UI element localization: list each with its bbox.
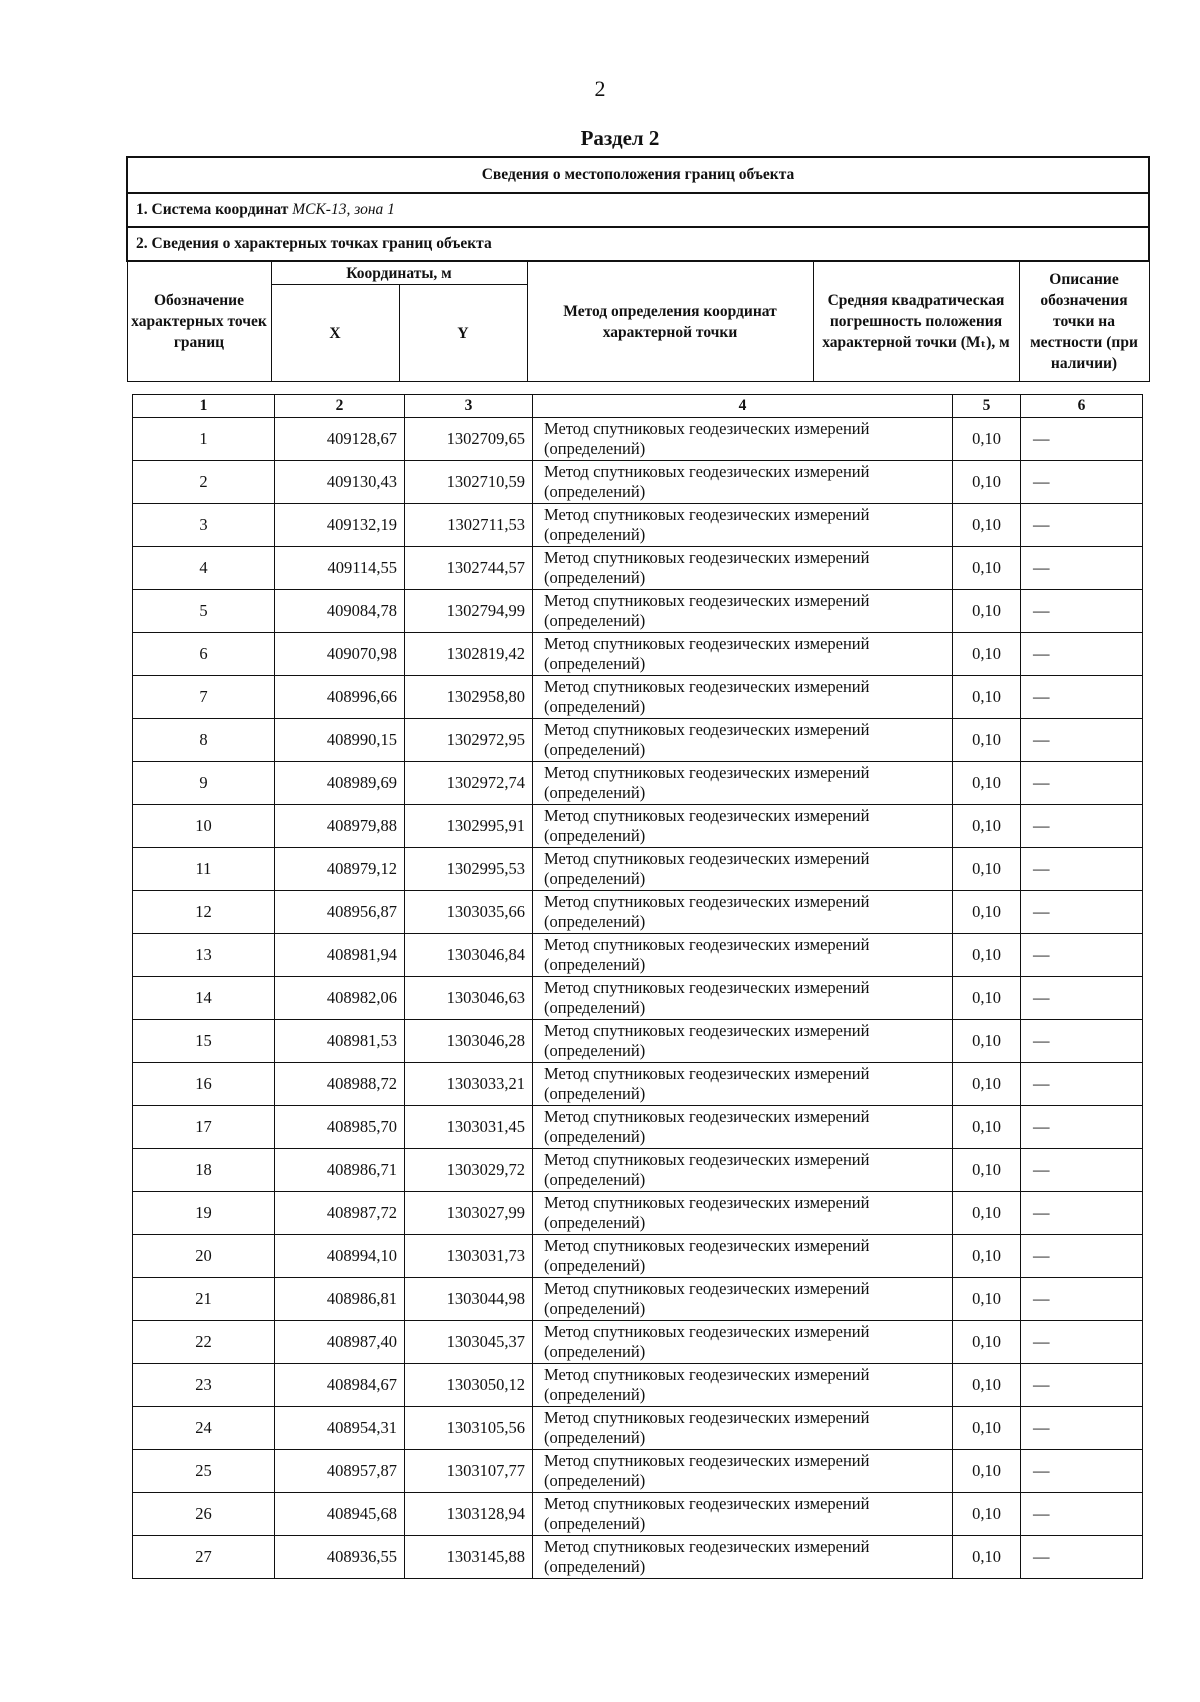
table-row: [133, 418, 1143, 461]
coord-x: 408956,87: [275, 891, 405, 934]
point-number: 14: [133, 977, 275, 1020]
method-cell: Метод спутниковых геодезических измерений (определений): [533, 1450, 953, 1493]
table-row: [133, 1536, 1143, 1579]
coord-x: 409084,78: [275, 590, 405, 633]
coord-y: 1303128,94: [405, 1493, 533, 1536]
coord-x: 408988,72: [275, 1063, 405, 1106]
point-number: 24: [133, 1407, 275, 1450]
table-row: [133, 805, 1143, 848]
coord-y: 1303046,28: [405, 1020, 533, 1063]
error-cell: 0,10: [953, 676, 1021, 719]
error-cell: 0,10: [953, 891, 1021, 934]
method-cell: Метод спутниковых геодезических измерений (определений): [533, 676, 953, 719]
description-cell: —: [1021, 934, 1143, 977]
column-number: 3: [405, 395, 533, 418]
method-cell: Метод спутниковых геодезических измерений (определений): [533, 1063, 953, 1106]
point-number: 2: [133, 461, 275, 504]
error-cell: 0,10: [953, 418, 1021, 461]
column-number: 1: [133, 395, 275, 418]
method-cell: Метод спутниковых геодезических измерений (определений): [533, 1493, 953, 1536]
error-cell: 0,10: [953, 977, 1021, 1020]
point-number: 17: [133, 1106, 275, 1149]
description-cell: —: [1021, 461, 1143, 504]
points-table: [132, 394, 1143, 1579]
method-cell: Метод спутниковых геодезических измерений (определений): [533, 1536, 953, 1579]
table-row: [133, 676, 1143, 719]
method-cell: Метод спутниковых геодезических измерений (определений): [533, 1020, 953, 1063]
description-cell: —: [1021, 719, 1143, 762]
description-cell: —: [1021, 418, 1143, 461]
col-header-method: Метод определения координат характерной точки: [527, 261, 813, 382]
table-row: [133, 1106, 1143, 1149]
method-cell: Метод спутниковых геодезических измерений (определений): [533, 1106, 953, 1149]
point-number: 12: [133, 891, 275, 934]
error-cell: 0,10: [953, 1106, 1021, 1149]
method-cell: Метод спутниковых геодезических измерений (определений): [533, 1407, 953, 1450]
point-number: 20: [133, 1235, 275, 1278]
point-number: 7: [133, 676, 275, 719]
table-row: [133, 762, 1143, 805]
description-cell: —: [1021, 1364, 1143, 1407]
error-cell: 0,10: [953, 1321, 1021, 1364]
point-number: 25: [133, 1450, 275, 1493]
description-cell: —: [1021, 1493, 1143, 1536]
error-cell: 0,10: [953, 1450, 1021, 1493]
table-caption: Сведения о местоположения границ объекта: [127, 157, 1149, 193]
coord-x: 408986,71: [275, 1149, 405, 1192]
table-row: [133, 590, 1143, 633]
column-number: 5: [953, 395, 1021, 418]
coord-y: 1303107,77: [405, 1450, 533, 1493]
table-row: [133, 1407, 1143, 1450]
coord-y: 1302995,91: [405, 805, 533, 848]
method-cell: Метод спутниковых геодезических измерений (определений): [533, 805, 953, 848]
description-cell: —: [1021, 805, 1143, 848]
description-cell: —: [1021, 1407, 1143, 1450]
point-number: 19: [133, 1192, 275, 1235]
table-row: [133, 848, 1143, 891]
table-row: [133, 934, 1143, 977]
method-cell: Метод спутниковых геодезических измерений (определений): [533, 418, 953, 461]
coord-x: 408987,72: [275, 1192, 405, 1235]
col-header-coordinates: Координаты, м: [271, 261, 527, 285]
coord-x: 408957,87: [275, 1450, 405, 1493]
coord-x: 408945,68: [275, 1493, 405, 1536]
coord-y: 1303029,72: [405, 1149, 533, 1192]
error-cell: 0,10: [953, 1536, 1021, 1579]
table-row: [133, 1235, 1143, 1278]
error-cell: 0,10: [953, 1020, 1021, 1063]
method-cell: Метод спутниковых геодезических измерений (определений): [533, 1192, 953, 1235]
coord-x: 409128,67: [275, 418, 405, 461]
point-number: 6: [133, 633, 275, 676]
point-number: 23: [133, 1364, 275, 1407]
error-cell: 0,10: [953, 461, 1021, 504]
point-number: 13: [133, 934, 275, 977]
column-number: 2: [275, 395, 405, 418]
coord-x: 408990,15: [275, 719, 405, 762]
coord-y: 1303044,98: [405, 1278, 533, 1321]
coord-x: 408936,55: [275, 1536, 405, 1579]
error-cell: 0,10: [953, 1278, 1021, 1321]
table-row: [133, 719, 1143, 762]
table-row: [133, 1278, 1143, 1321]
coord-x: 409114,55: [275, 547, 405, 590]
coord-y: 1303046,84: [405, 934, 533, 977]
coord-y: 1303105,56: [405, 1407, 533, 1450]
col-header-error: Средняя квадратическая погрешность положения характерной точки (Mₜ), м: [813, 261, 1019, 382]
coord-y: 1303050,12: [405, 1364, 533, 1407]
description-cell: —: [1021, 1192, 1143, 1235]
method-cell: Метод спутниковых геодезических измерений (определений): [533, 1321, 953, 1364]
coord-x: 408989,69: [275, 762, 405, 805]
description-cell: —: [1021, 1278, 1143, 1321]
coord-x: 408981,94: [275, 934, 405, 977]
description-cell: —: [1021, 590, 1143, 633]
coord-y: 1303031,45: [405, 1106, 533, 1149]
point-number: 4: [133, 547, 275, 590]
section-title: Раздел 2: [580, 126, 660, 150]
coord-y: 1302819,42: [405, 633, 533, 676]
description-cell: —: [1021, 1106, 1143, 1149]
coord-x: 409130,43: [275, 461, 405, 504]
description-cell: —: [1021, 633, 1143, 676]
coord-y: 1302972,95: [405, 719, 533, 762]
coord-y: 1302958,80: [405, 676, 533, 719]
error-cell: 0,10: [953, 1407, 1021, 1450]
error-cell: 0,10: [953, 1149, 1021, 1192]
point-number: 1: [133, 418, 275, 461]
table-row: [133, 633, 1143, 676]
description-cell: —: [1021, 504, 1143, 547]
error-cell: 0,10: [953, 1364, 1021, 1407]
coord-x: 408985,70: [275, 1106, 405, 1149]
point-number: 10: [133, 805, 275, 848]
method-cell: Метод спутниковых геодезических измерений (определений): [533, 1364, 953, 1407]
coord-y: 1303027,99: [405, 1192, 533, 1235]
error-cell: 0,10: [953, 1235, 1021, 1278]
coord-x: 408981,53: [275, 1020, 405, 1063]
method-cell: Метод спутниковых геодезических измерений (определений): [533, 547, 953, 590]
point-number: 27: [133, 1536, 275, 1579]
coord-y: 1302711,53: [405, 504, 533, 547]
coord-x: 408979,88: [275, 805, 405, 848]
coord-x: 408996,66: [275, 676, 405, 719]
description-cell: —: [1021, 1235, 1143, 1278]
coord-system-value: МСК-13, зона 1: [292, 201, 395, 218]
method-cell: Метод спутниковых геодезических измерений (определений): [533, 461, 953, 504]
coord-y: 1302972,74: [405, 762, 533, 805]
error-cell: 0,10: [953, 805, 1021, 848]
error-cell: 0,10: [953, 1493, 1021, 1536]
point-number: 5: [133, 590, 275, 633]
point-number: 26: [133, 1493, 275, 1536]
method-cell: Метод спутниковых геодезических измерений (определений): [533, 1278, 953, 1321]
description-cell: —: [1021, 1063, 1143, 1106]
error-cell: 0,10: [953, 719, 1021, 762]
coord-y: 1303046,63: [405, 977, 533, 1020]
table-row: [133, 1493, 1143, 1536]
method-cell: Метод спутниковых геодезических измерений (определений): [533, 848, 953, 891]
boundary-info-header: [126, 156, 1150, 382]
description-cell: —: [1021, 547, 1143, 590]
description-cell: —: [1021, 676, 1143, 719]
error-cell: 0,10: [953, 1192, 1021, 1235]
col-header-y: Y: [399, 285, 527, 382]
coord-y: 1303033,21: [405, 1063, 533, 1106]
points-section-title: 2. Сведения о характерных точках границ объекта: [127, 227, 1149, 261]
point-number: 9: [133, 762, 275, 805]
coord-x: 408982,06: [275, 977, 405, 1020]
method-cell: Метод спутниковых геодезических измерений (определений): [533, 762, 953, 805]
method-cell: Метод спутниковых геодезических измерений (определений): [533, 891, 953, 934]
coord-y: 1303031,73: [405, 1235, 533, 1278]
table-row: [133, 1192, 1143, 1235]
error-cell: 0,10: [953, 633, 1021, 676]
coord-x: 408954,31: [275, 1407, 405, 1450]
error-cell: 0,10: [953, 504, 1021, 547]
method-cell: Метод спутниковых геодезических измерений (определений): [533, 1149, 953, 1192]
error-cell: 0,10: [953, 547, 1021, 590]
point-number: 18: [133, 1149, 275, 1192]
table-row: [133, 891, 1143, 934]
coord-y: 1303145,88: [405, 1536, 533, 1579]
method-cell: Метод спутниковых геодезических измерений (определений): [533, 633, 953, 676]
point-number: 15: [133, 1020, 275, 1063]
coord-y: 1303035,66: [405, 891, 533, 934]
table-row: [133, 1063, 1143, 1106]
error-cell: 0,10: [953, 762, 1021, 805]
description-cell: —: [1021, 1149, 1143, 1192]
description-cell: —: [1021, 1020, 1143, 1063]
description-cell: —: [1021, 891, 1143, 934]
method-cell: Метод спутниковых геодезических измерений (определений): [533, 590, 953, 633]
error-cell: 0,10: [953, 1063, 1021, 1106]
error-cell: 0,10: [953, 590, 1021, 633]
point-number: 3: [133, 504, 275, 547]
column-number-row: [133, 395, 1143, 418]
column-number: 4: [533, 395, 953, 418]
table-row: [133, 1321, 1143, 1364]
coord-x: 408984,67: [275, 1364, 405, 1407]
table-row: [133, 1364, 1143, 1407]
error-cell: 0,10: [953, 934, 1021, 977]
coord-y: 1302744,57: [405, 547, 533, 590]
coord-x: 408986,81: [275, 1278, 405, 1321]
column-number: 6: [1021, 395, 1143, 418]
table-row: [133, 1450, 1143, 1493]
method-cell: Метод спутниковых геодезических измерений (определений): [533, 977, 953, 1020]
description-cell: —: [1021, 1536, 1143, 1579]
col-header-designation: Обозначение характерных точек границ: [127, 261, 271, 382]
coord-y: 1302995,53: [405, 848, 533, 891]
coord-x: 408994,10: [275, 1235, 405, 1278]
coord-y: 1303045,37: [405, 1321, 533, 1364]
description-cell: —: [1021, 1450, 1143, 1493]
page-number: 2: [594, 76, 606, 101]
point-number: 16: [133, 1063, 275, 1106]
point-number: 21: [133, 1278, 275, 1321]
col-header-description: Описание обозначения точки на местности (при наличии): [1019, 261, 1149, 382]
description-cell: —: [1021, 848, 1143, 891]
error-cell: 0,10: [953, 848, 1021, 891]
table-row: [133, 1020, 1143, 1063]
method-cell: Метод спутниковых геодезических измерений (определений): [533, 1235, 953, 1278]
coord-x: 409132,19: [275, 504, 405, 547]
point-number: 11: [133, 848, 275, 891]
method-cell: Метод спутниковых геодезических измерений (определений): [533, 719, 953, 762]
table-row: [133, 977, 1143, 1020]
table-row: [133, 461, 1143, 504]
table-row: [133, 1149, 1143, 1192]
method-cell: Метод спутниковых геодезических измерений (определений): [533, 934, 953, 977]
table-row: [133, 504, 1143, 547]
coord-y: 1302794,99: [405, 590, 533, 633]
coordinate-system: [127, 193, 1149, 227]
coord-system-label: 1. Система координат: [136, 201, 289, 218]
description-cell: —: [1021, 1321, 1143, 1364]
coord-x: 409070,98: [275, 633, 405, 676]
col-header-x: X: [271, 285, 399, 382]
coord-x: 408987,40: [275, 1321, 405, 1364]
coord-y: 1302710,59: [405, 461, 533, 504]
description-cell: —: [1021, 762, 1143, 805]
coord-x: 408979,12: [275, 848, 405, 891]
coord-y: 1302709,65: [405, 418, 533, 461]
table-row: [133, 547, 1143, 590]
description-cell: —: [1021, 977, 1143, 1020]
method-cell: Метод спутниковых геодезических измерений (определений): [533, 504, 953, 547]
point-number: 22: [133, 1321, 275, 1364]
point-number: 8: [133, 719, 275, 762]
